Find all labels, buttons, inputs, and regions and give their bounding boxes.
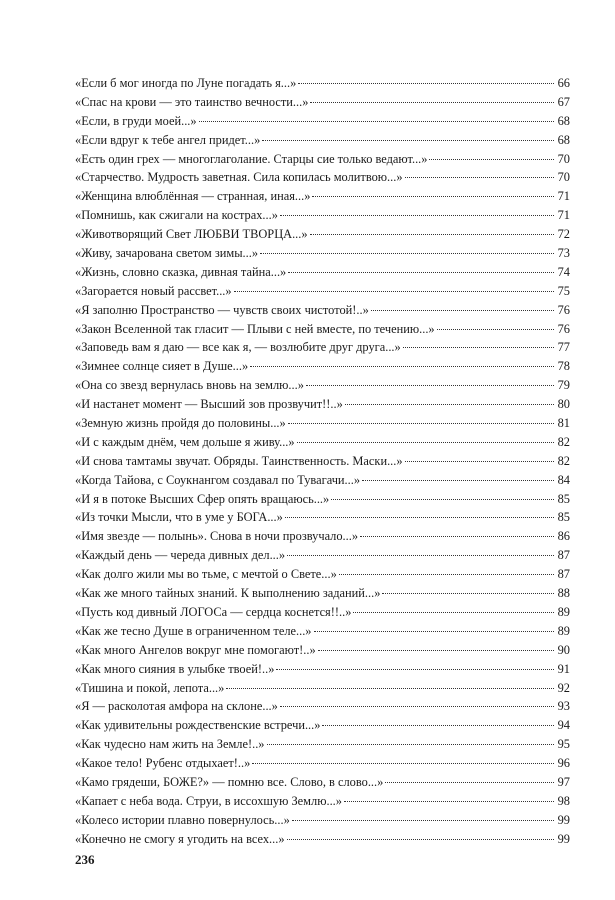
toc-entry-page: 71 xyxy=(557,208,570,223)
toc-entry-page: 74 xyxy=(557,264,570,279)
toc-entry-title: «Как долго жили мы во тьме, с мечтой о Свете...» xyxy=(75,567,337,582)
toc-entry xyxy=(75,565,570,584)
toc-dot-leader xyxy=(318,650,554,651)
toc-entry-title: «Когда Тайова, с Соукнангом создавал по Тувагачи...» xyxy=(75,472,361,487)
toc-entry-page: 72 xyxy=(557,227,570,242)
toc-entry-page: 99 xyxy=(557,831,570,846)
toc-entry-title: «Животворящий Свет ЛЮБВИ ТВОРЦА...» xyxy=(75,227,308,242)
toc-dot-leader xyxy=(199,121,554,122)
toc-dot-leader xyxy=(287,839,554,840)
toc-entry-title: «Как же тесно Душе в ограниченном теле...» xyxy=(75,623,312,638)
toc-entry xyxy=(75,811,570,830)
toc-entry xyxy=(75,93,570,112)
page-number: 236 xyxy=(75,852,95,867)
toc-entry xyxy=(75,490,570,509)
toc-entry-page: 87 xyxy=(557,548,570,563)
toc-dot-leader xyxy=(250,366,554,367)
toc-entry xyxy=(75,414,570,433)
toc-entry-title: «Если, в груди моей...» xyxy=(75,113,197,128)
toc-dot-leader xyxy=(403,347,554,348)
toc-dot-leader xyxy=(429,159,554,160)
toc-entry xyxy=(75,527,570,546)
toc-entry xyxy=(75,508,570,527)
toc-dot-leader xyxy=(310,102,554,103)
toc-entry-page: 76 xyxy=(557,302,570,317)
toc-entry xyxy=(75,320,570,339)
toc-entry-page: 98 xyxy=(557,793,570,808)
toc-entry-page: 71 xyxy=(557,189,570,204)
toc-entry-page: 80 xyxy=(557,397,570,412)
toc-entry xyxy=(75,301,570,320)
toc-entry-title: «Помнишь, как сжигали на кострах...» xyxy=(75,208,278,223)
toc-dot-leader xyxy=(276,669,554,670)
toc-entry-title: «Закон Вселенной так гласит — Плыви с ней вместе, по течению...» xyxy=(75,321,435,336)
toc-entry xyxy=(75,150,570,169)
toc-entry-page: 70 xyxy=(557,170,570,185)
toc-entry-title: «Земную жизнь пройдя до половины...» xyxy=(75,416,286,431)
toc-entry-title: «Женщина влюблённая — странная, иная...» xyxy=(75,189,311,204)
toc-entry-page: 70 xyxy=(557,151,570,166)
toc-dot-leader xyxy=(280,215,554,216)
toc-entry xyxy=(75,112,570,131)
toc-entry-page: 89 xyxy=(557,604,570,619)
toc-entry-title: «Каждый день — череда дивных дел...» xyxy=(75,548,286,563)
toc-entry xyxy=(75,697,570,716)
toc-entry-page: 81 xyxy=(557,416,570,431)
toc-dot-leader xyxy=(267,744,555,745)
toc-dot-leader xyxy=(385,782,554,783)
toc-dot-leader xyxy=(287,555,554,556)
toc-entry-page: 91 xyxy=(557,661,570,676)
toc-dot-leader xyxy=(297,442,554,443)
toc-entry-page: 96 xyxy=(557,756,570,771)
toc-entry xyxy=(75,773,570,792)
toc-entry-title: «Имя звезде — полынь». Снова в ночи прозвучало...» xyxy=(75,529,359,544)
toc-entry-page: 77 xyxy=(557,340,570,355)
toc-entry-title: «Пусть код дивный ЛОГОСа — сердца коснется!!..» xyxy=(75,604,352,619)
toc-entry-page: 79 xyxy=(557,378,570,393)
toc-dot-leader xyxy=(292,820,554,821)
toc-entry xyxy=(75,206,570,225)
toc-dot-leader xyxy=(437,329,554,330)
toc-dot-leader xyxy=(371,310,554,311)
toc-entry xyxy=(75,187,570,206)
toc-entry-title: «Из точки Мысли, что в уме у БОГА...» xyxy=(75,510,283,525)
toc-entry xyxy=(75,395,570,414)
toc-entry xyxy=(75,830,570,849)
toc-entry xyxy=(75,74,570,93)
toc-entry-title: «Заповедь вам я даю — все как я, — возлюбите друг друга...» xyxy=(75,340,401,355)
toc-entry-page: 82 xyxy=(557,434,570,449)
toc-entry xyxy=(75,433,570,452)
toc-dot-leader xyxy=(405,177,554,178)
toc-entry-title: «Если вдруг к тебе ангел придет...» xyxy=(75,132,261,147)
toc-entry xyxy=(75,244,570,263)
toc-entry-title: «Она со звезд вернулась вновь на землю...» xyxy=(75,378,304,393)
toc-entry-page: 73 xyxy=(557,246,570,261)
toc-entry-title: «Старчество. Мудрость заветная. Сила копилась молитвою...» xyxy=(75,170,403,185)
table-of-contents xyxy=(75,74,570,849)
toc-entry xyxy=(75,282,570,301)
toc-entry xyxy=(75,168,570,187)
toc-entry xyxy=(75,735,570,754)
toc-entry-page: 88 xyxy=(557,586,570,601)
toc-entry-title: «И с каждым днём, чем дольше я живу...» xyxy=(75,434,295,449)
toc-dot-leader xyxy=(339,574,554,575)
toc-entry-title: «Как много сияния в улыбке твоей!..» xyxy=(75,661,275,676)
toc-entry-title: «Живу, зачарована светом зимы...» xyxy=(75,246,259,261)
toc-dot-leader xyxy=(280,706,554,707)
toc-entry-page: 95 xyxy=(557,737,570,752)
toc-entry-page: 76 xyxy=(557,321,570,336)
toc-entry xyxy=(75,716,570,735)
toc-entry xyxy=(75,754,570,773)
toc-dot-leader xyxy=(288,272,554,273)
toc-entry-title: «И снова тамтамы звучат. Обряды. Таинственность. Маски...» xyxy=(75,453,403,468)
toc-dot-leader xyxy=(314,631,555,632)
toc-entry-page: 75 xyxy=(557,283,570,298)
toc-entry xyxy=(75,546,570,565)
toc-entry xyxy=(75,679,570,698)
toc-entry-title: «Как чудесно нам жить на Земле!..» xyxy=(75,737,265,752)
toc-entry xyxy=(75,357,570,376)
toc-dot-leader xyxy=(262,140,554,141)
toc-entry xyxy=(75,452,570,471)
toc-entry-page: 82 xyxy=(557,453,570,468)
toc-entry-title: «Какое тело! Рубенс отдыхает!..» xyxy=(75,756,251,771)
toc-entry-page: 67 xyxy=(557,94,570,109)
toc-entry-title: «Если б мог иногда по Луне погадать я...» xyxy=(75,76,297,90)
toc-entry-title: «Спас на крови — это таинство вечности...» xyxy=(75,94,309,109)
toc-entry-title: «Тишина и покой, лепота...» xyxy=(75,680,225,695)
toc-entry-title: «И настанет момент — Высший зов прозвучит!!..» xyxy=(75,397,343,412)
toc-entry-page: 99 xyxy=(557,812,570,827)
toc-dot-leader xyxy=(405,461,554,462)
toc-entry xyxy=(75,471,570,490)
toc-entry-page: 89 xyxy=(557,623,570,638)
toc-dot-leader xyxy=(226,688,554,689)
toc-entry-title: «Жизнь, словно сказка, дивная тайна...» xyxy=(75,264,287,279)
toc-dot-leader xyxy=(360,536,554,537)
toc-entry xyxy=(75,584,570,603)
toc-entry-title: «Я — расколотая амфора на склоне...» xyxy=(75,699,278,714)
toc-entry-title: «Зимнее солнце сияет в Душе...» xyxy=(75,359,249,374)
toc-entry xyxy=(75,792,570,811)
toc-entry xyxy=(75,641,570,660)
toc-dot-leader xyxy=(234,291,554,292)
toc-entry-page: 85 xyxy=(557,510,570,525)
toc-dot-leader xyxy=(362,480,554,481)
toc-entry-title: «Камо грядеши, БОЖЕ?» — помню все. Слово, в слово...» xyxy=(75,774,384,789)
toc-entry-page: 78 xyxy=(557,359,570,374)
toc-entry-title: «Как удивительны рождественские встречи...» xyxy=(75,718,321,733)
toc-dot-leader xyxy=(310,234,554,235)
toc-entry-page: 94 xyxy=(557,718,570,733)
toc-dot-leader xyxy=(322,725,554,726)
toc-entry-page: 68 xyxy=(557,132,570,147)
toc-entry xyxy=(75,603,570,622)
toc-dot-leader xyxy=(345,404,554,405)
toc-entry-page: 86 xyxy=(557,529,570,544)
toc-entry xyxy=(75,622,570,641)
toc-entry-title: «Как много Ангелов вокруг мне помогают!..» xyxy=(75,642,316,657)
toc-entry-page: 90 xyxy=(557,642,570,657)
toc-entry-page: 92 xyxy=(557,680,570,695)
toc-dot-leader xyxy=(298,83,554,84)
toc-entry-title: «Колесо истории плавно повернулось...» xyxy=(75,812,290,827)
toc-entry xyxy=(75,131,570,150)
toc-entry xyxy=(75,263,570,282)
toc-dot-leader xyxy=(288,423,554,424)
toc-entry-title: «Конечно не смогу я угодить на всех...» xyxy=(75,831,285,846)
toc-dot-leader xyxy=(285,517,554,518)
toc-entry-page: 87 xyxy=(557,567,570,582)
toc-entry-page: 93 xyxy=(557,699,570,714)
toc-entry-page: 85 xyxy=(557,491,570,506)
toc-dot-leader xyxy=(306,385,554,386)
toc-dot-leader xyxy=(353,612,554,613)
toc-entry-title: «Я заполню Пространство — чувств своих чистотой!..» xyxy=(75,302,369,317)
toc-dot-leader xyxy=(252,763,554,764)
toc-entry xyxy=(75,376,570,395)
toc-entry xyxy=(75,660,570,679)
toc-dot-leader xyxy=(382,593,554,594)
toc-entry-title: «Как же много тайных знаний. К выполнению заданий...» xyxy=(75,586,381,601)
toc-entry-page: 68 xyxy=(557,113,570,128)
toc-dot-leader xyxy=(344,801,554,802)
toc-entry-title: «Загорается новый рассвет...» xyxy=(75,283,232,298)
toc-entry-page: 97 xyxy=(557,774,570,789)
toc-entry xyxy=(75,338,570,357)
toc-entry-page: 66 xyxy=(557,76,570,90)
toc-entry-title: «Капает с неба вода. Струи, в иссохшую Землю...» xyxy=(75,793,342,808)
toc-entry-title: «Есть один грех — многоглаголание. Старцы сие только ведают...» xyxy=(75,151,428,166)
toc-dot-leader xyxy=(331,499,554,500)
toc-entry-title: «И я в потоке Высших Сфер опять вращаюсь...» xyxy=(75,491,330,506)
toc-entry-page: 84 xyxy=(557,472,570,487)
toc-dot-leader xyxy=(312,196,554,197)
toc-entry xyxy=(75,225,570,244)
toc-dot-leader xyxy=(260,253,554,254)
